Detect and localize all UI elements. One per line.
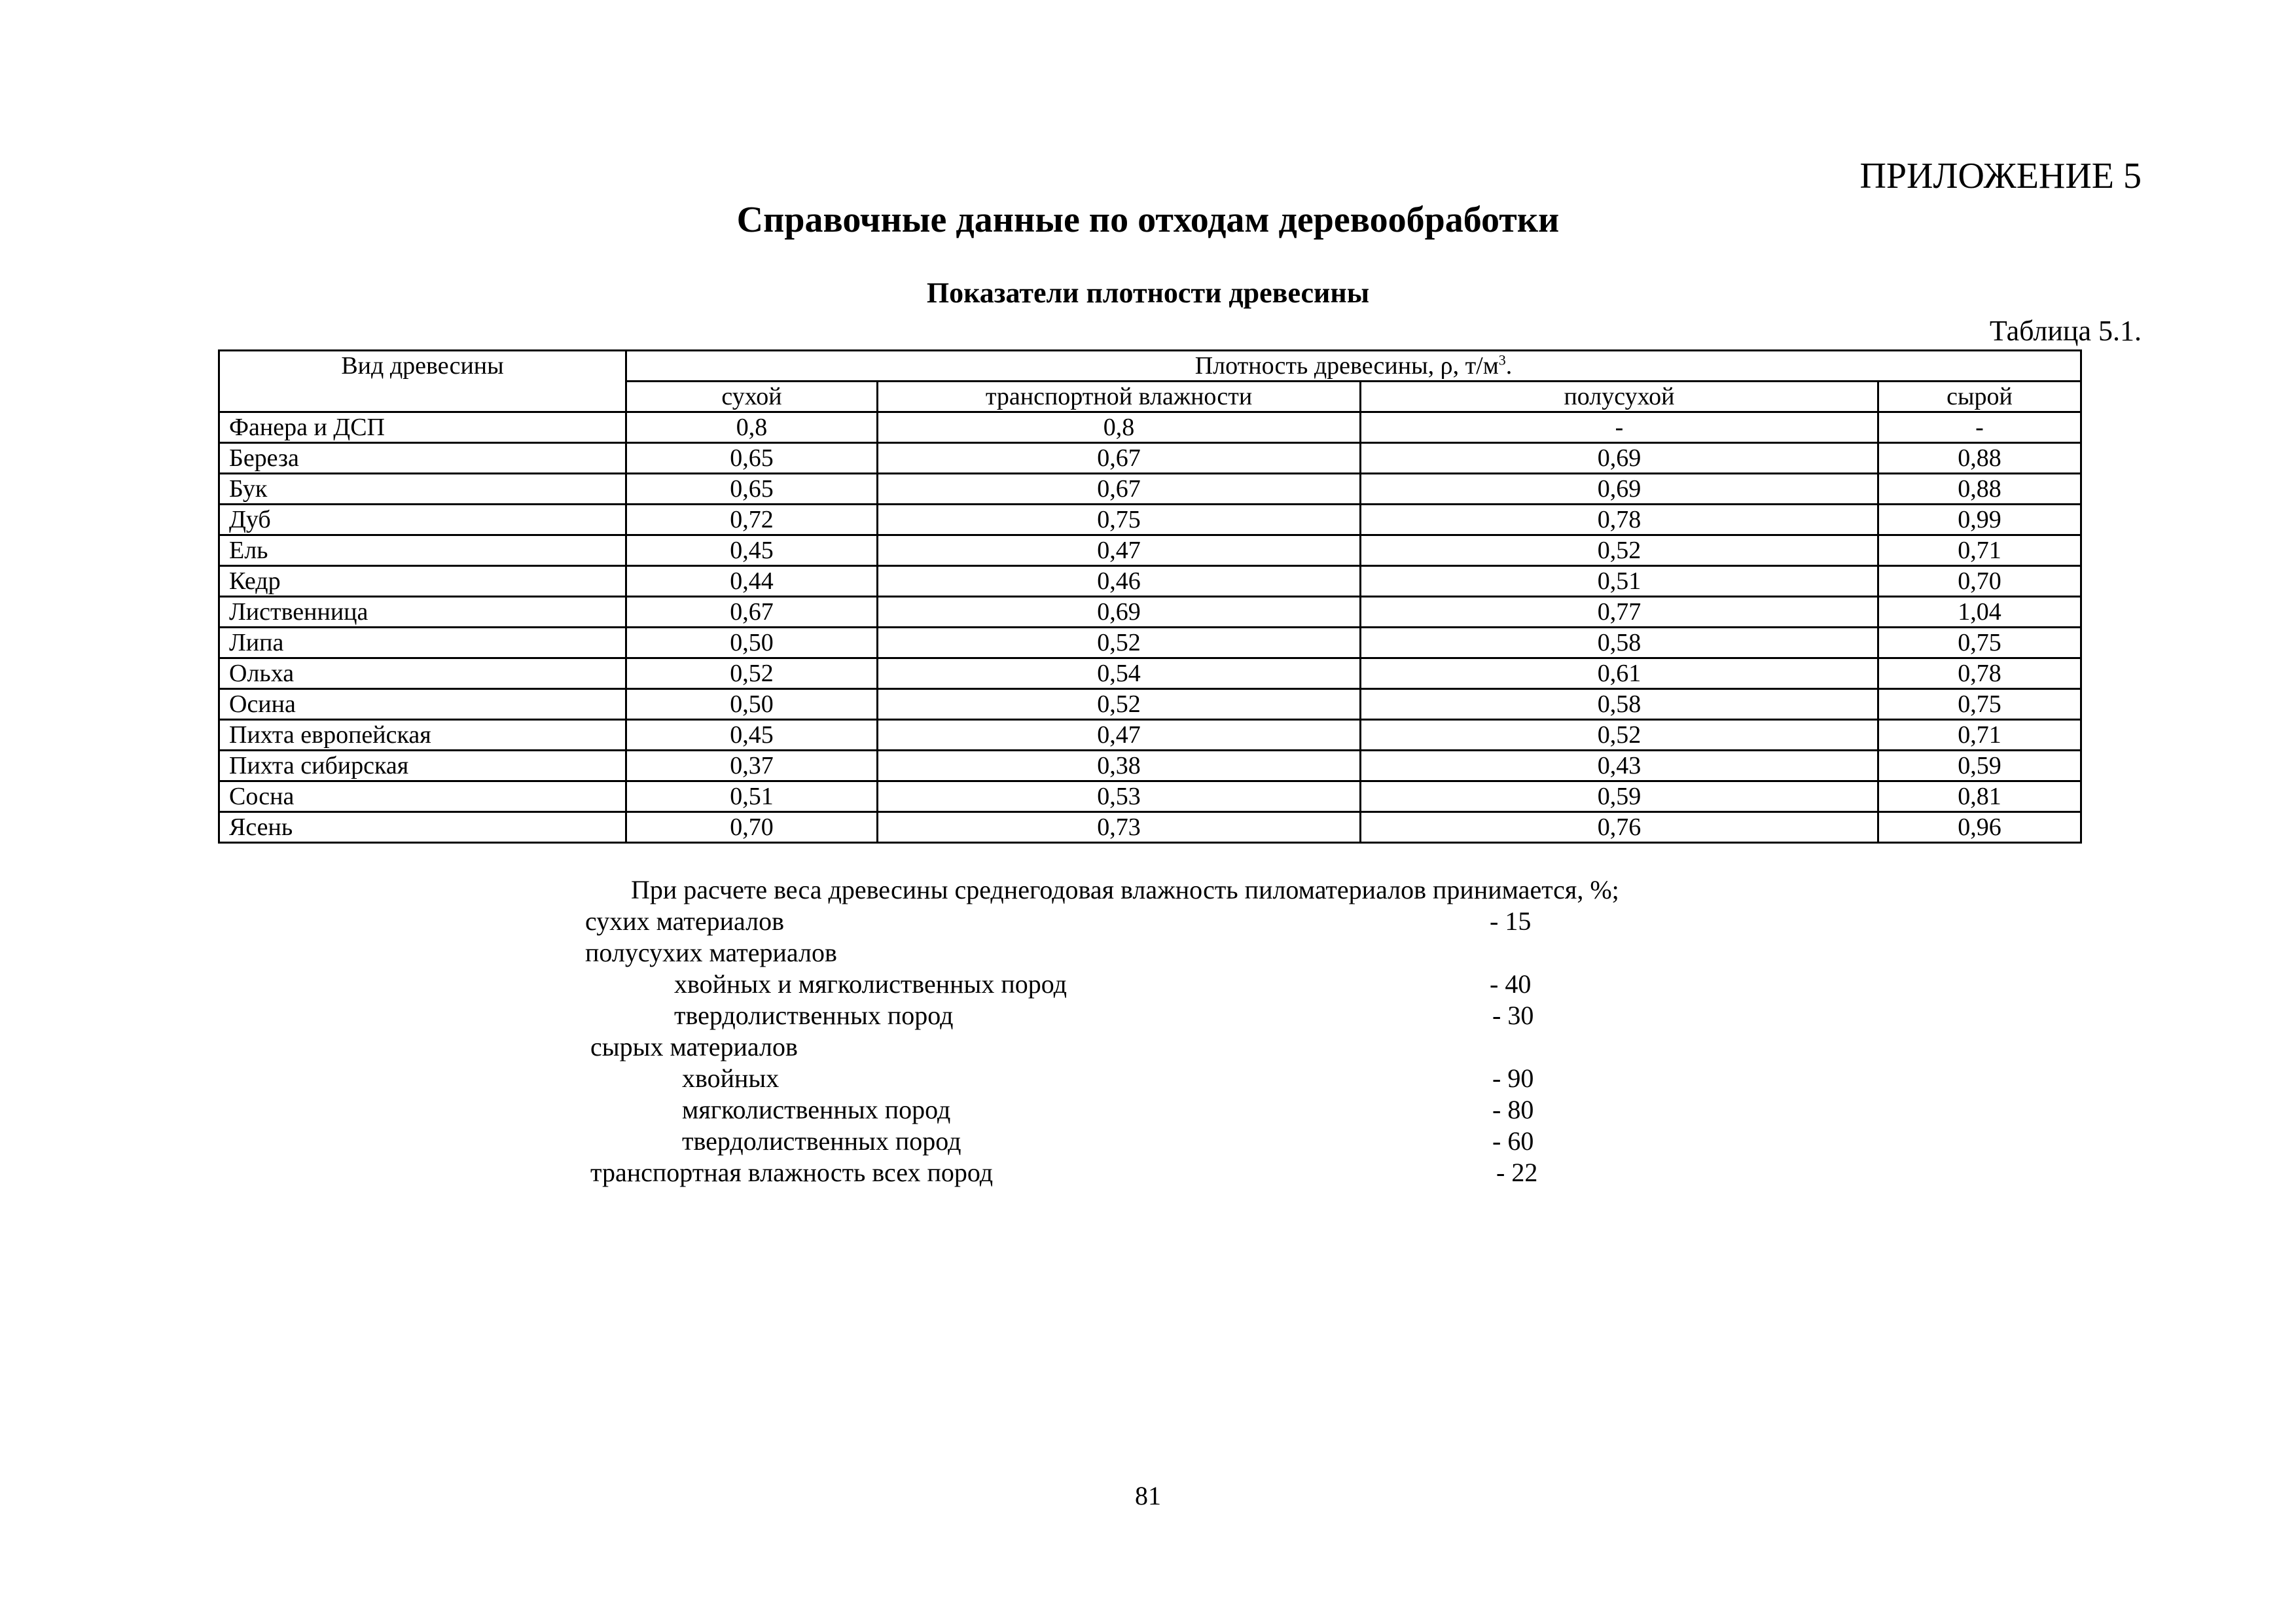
- density-transport: 0,75: [878, 505, 1361, 535]
- table-row: [219, 566, 2081, 597]
- density-raw: 1,04: [1878, 597, 2081, 628]
- density-raw: 0,88: [1878, 443, 2081, 474]
- header-transport-moisture: транспортной влажности: [878, 382, 1361, 412]
- wood-name: Сосна: [219, 781, 626, 812]
- density-transport: 0,53: [878, 781, 1361, 812]
- table-caption: Таблица 5.1.: [1989, 315, 2142, 347]
- density-transport: 0,67: [878, 474, 1361, 505]
- density-semi-dry: 0,43: [1361, 751, 1878, 781]
- note-dry-materials-value: - 15: [1490, 906, 1532, 936]
- table-row: [219, 474, 2081, 505]
- density-semi-dry: 0,61: [1361, 658, 1878, 689]
- table-row: [219, 658, 2081, 689]
- notes-intro: При расчете веса древесины среднегодовая влажность пиломатериалов принимается, %;: [631, 875, 1619, 904]
- density-transport: 0,47: [878, 535, 1361, 566]
- wood-density-table: [218, 349, 2082, 844]
- density-raw: 0,75: [1878, 628, 2081, 658]
- density-transport: 0,54: [878, 658, 1361, 689]
- note-softwood-raw-label: мягколиственных пород: [682, 1095, 951, 1124]
- table-row: [219, 597, 2081, 628]
- wood-name: Лиственница: [219, 597, 626, 628]
- note-hardwood-semi-label: твердолиственных пород: [674, 1001, 954, 1030]
- density-transport: 0,47: [878, 720, 1361, 751]
- note-semi-dry-label: полусухих материалов: [585, 938, 837, 967]
- density-transport: 0,8: [878, 412, 1361, 443]
- density-dry: 0,67: [626, 597, 878, 628]
- wood-name: Пихта сибирская: [219, 751, 626, 781]
- header-density-text: Плотность древесины, ρ, т/м: [1194, 352, 1499, 380]
- density-raw: 0,99: [1878, 505, 2081, 535]
- density-semi-dry: 0,58: [1361, 689, 1878, 720]
- table-row: [219, 535, 2081, 566]
- header-density-unit-sup: 3: [1498, 351, 1506, 368]
- note-hardwood-raw-label: твердолиственных пород: [682, 1126, 961, 1156]
- wood-name: Кедр: [219, 566, 626, 597]
- density-dry: 0,65: [626, 443, 878, 474]
- note-conifer-raw-value: - 90: [1492, 1063, 1534, 1093]
- density-transport: 0,73: [878, 812, 1361, 843]
- density-dry: 0,65: [626, 474, 878, 505]
- wood-name: Фанера и ДСП: [219, 412, 626, 443]
- header-wood-type: Вид древесины: [219, 351, 626, 412]
- wood-name: Осина: [219, 689, 626, 720]
- header-dry: сухой: [626, 382, 878, 412]
- density-semi-dry: 0,77: [1361, 597, 1878, 628]
- density-raw: 0,70: [1878, 566, 2081, 597]
- density-dry: 0,51: [626, 781, 878, 812]
- density-semi-dry: -: [1361, 412, 1878, 443]
- density-dry: 0,50: [626, 689, 878, 720]
- density-dry: 0,45: [626, 720, 878, 751]
- appendix-label: ПРИЛОЖЕНИЕ 5: [1859, 156, 2142, 196]
- density-dry: 0,8: [626, 412, 878, 443]
- table-row: [219, 628, 2081, 658]
- page-number: 81: [1135, 1481, 1161, 1510]
- density-dry: 0,70: [626, 812, 878, 843]
- note-dry-materials-label: сухих материалов: [585, 906, 784, 936]
- wood-name: Липа: [219, 628, 626, 658]
- density-raw: 0,81: [1878, 781, 2081, 812]
- wood-name: Бук: [219, 474, 626, 505]
- density-transport: 0,52: [878, 689, 1361, 720]
- density-semi-dry: 0,78: [1361, 505, 1878, 535]
- density-transport: 0,38: [878, 751, 1361, 781]
- table-row: [219, 505, 2081, 535]
- moisture-notes: [0, 874, 2296, 1202]
- page-subtitle: Показатели плотности древесины: [926, 277, 1370, 309]
- density-dry: 0,37: [626, 751, 878, 781]
- note-conifer-raw-label: хвойных: [682, 1063, 780, 1093]
- note-conifer-soft-value: - 40: [1490, 969, 1532, 999]
- wood-name: Ольха: [219, 658, 626, 689]
- density-raw: 0,71: [1878, 720, 2081, 751]
- density-raw: 0,59: [1878, 751, 2081, 781]
- header-semi-dry: полусухой: [1361, 382, 1878, 412]
- density-transport: 0,67: [878, 443, 1361, 474]
- note-transport-value: - 22: [1496, 1158, 1538, 1187]
- table-row: [219, 689, 2081, 720]
- note-raw-materials-label: сырых материалов: [590, 1032, 798, 1061]
- density-semi-dry: 0,52: [1361, 535, 1878, 566]
- wood-name: Ясень: [219, 812, 626, 843]
- wood-name: Пихта европейская: [219, 720, 626, 751]
- density-semi-dry: 0,52: [1361, 720, 1878, 751]
- density-raw: -: [1878, 412, 2081, 443]
- note-hardwood-semi-value: - 30: [1492, 1001, 1534, 1030]
- note-hardwood-raw-value: - 60: [1492, 1126, 1534, 1156]
- header-density-suffix: .: [1505, 352, 1513, 380]
- density-raw: 0,96: [1878, 812, 2081, 843]
- table-row: [219, 443, 2081, 474]
- table-row: [219, 812, 2081, 843]
- density-transport: 0,52: [878, 628, 1361, 658]
- table-row: [219, 412, 2081, 443]
- header-density-group: [626, 351, 2081, 382]
- density-raw: 0,88: [1878, 474, 2081, 505]
- density-transport: 0,46: [878, 566, 1361, 597]
- density-transport: 0,69: [878, 597, 1361, 628]
- wood-name: Береза: [219, 443, 626, 474]
- density-semi-dry: 0,51: [1361, 566, 1878, 597]
- density-semi-dry: 0,58: [1361, 628, 1878, 658]
- note-transport-label: транспортная влажность всех пород: [590, 1158, 994, 1187]
- density-raw: 0,78: [1878, 658, 2081, 689]
- header-raw: сырой: [1878, 382, 2081, 412]
- density-raw: 0,75: [1878, 689, 2081, 720]
- density-dry: 0,50: [626, 628, 878, 658]
- density-dry: 0,45: [626, 535, 878, 566]
- table-row: [219, 720, 2081, 751]
- density-semi-dry: 0,76: [1361, 812, 1878, 843]
- density-dry: 0,44: [626, 566, 878, 597]
- wood-name: Ель: [219, 535, 626, 566]
- density-dry: 0,52: [626, 658, 878, 689]
- page-title: Справочные данные по отходам деревообработки: [736, 200, 1560, 240]
- density-semi-dry: 0,69: [1361, 443, 1878, 474]
- wood-name: Дуб: [219, 505, 626, 535]
- density-dry: 0,72: [626, 505, 878, 535]
- note-softwood-raw-value: - 80: [1492, 1095, 1534, 1124]
- density-semi-dry: 0,69: [1361, 474, 1878, 505]
- density-semi-dry: 0,59: [1361, 781, 1878, 812]
- density-raw: 0,71: [1878, 535, 2081, 566]
- note-conifer-soft-label: хвойных и мягколиственных пород: [674, 969, 1067, 999]
- table-row: [219, 781, 2081, 812]
- table-row: [219, 751, 2081, 781]
